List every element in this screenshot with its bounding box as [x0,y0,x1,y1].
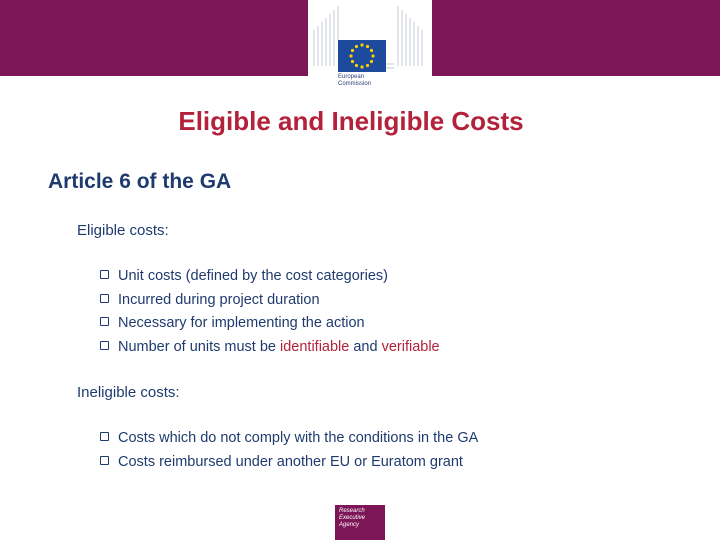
rea-logo-text [339,508,383,529]
list-item-text: Unit costs (defined by the cost categories) [118,268,388,284]
rea-line-3: Agency [339,522,360,528]
berlaymont-building-icon [308,0,432,76]
list-item [100,427,478,451]
eligible-costs-list [100,265,440,359]
rea-line-2: Executive [339,515,366,521]
checkbox-bullet-icon [100,456,109,465]
list-item [100,312,440,336]
ineligible-costs-label: Ineligible costs: [77,384,180,401]
checkbox-bullet-icon [100,270,109,279]
logo-wordmark [338,74,398,88]
list-item-text: Costs reimbursed under another EU or Euratom grant [118,453,463,470]
list-item [100,451,478,475]
list-item-text: Incurred during project duration [118,291,320,308]
list-item-text: Number of units must be [118,338,280,355]
checkbox-bullet-icon [100,341,109,350]
list-item-text: Costs which do not comply with the conditions in the GA [118,430,479,446]
list-item-text: and [349,338,382,355]
list-item [100,289,440,313]
page-subtitle: Article 6 of the GA [48,170,232,193]
highlight-identifiable: identifiable [280,338,350,355]
eligible-costs-label: Eligible costs: [77,222,169,239]
checkbox-bullet-icon [100,294,109,303]
logo-line-2: Commission [338,81,372,87]
page-title: Eligible and Ineligible Costs [178,106,524,136]
european-commission-logo [308,0,432,100]
checkbox-bullet-icon [100,317,109,326]
highlight-verifiable: verifiable [381,338,440,355]
logo-line-1: European [338,74,365,80]
list-item [100,265,440,289]
list-item [100,336,440,360]
research-executive-agency-logo [335,505,385,540]
rea-line-1: Research [339,508,365,514]
checkbox-bullet-icon [100,432,109,441]
ineligible-costs-list [100,427,478,474]
list-item-text: Necessary for implementing the action [118,315,365,331]
